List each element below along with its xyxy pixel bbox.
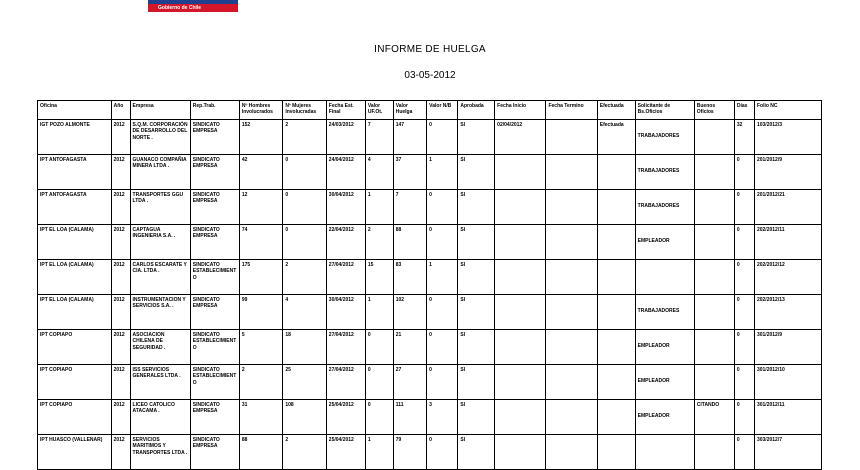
table-row (38, 120, 822, 155)
table-cell: IPT ANTOFAGASTA (38, 190, 112, 225)
table-cell (635, 365, 694, 400)
table-cell: 0 (365, 365, 393, 400)
table-cell: 0 (427, 365, 458, 400)
table-cell: 25/04/2012 (326, 400, 365, 435)
table-header-row (38, 101, 822, 120)
table-cell: 2 (283, 120, 326, 155)
table-cell: 2 (239, 365, 282, 400)
table-cell (495, 190, 546, 225)
solicitante-value: TRABAJADORES (637, 133, 680, 139)
table-cell: IPT COPIAPO (38, 400, 112, 435)
gobierno-logo (148, 0, 238, 12)
table-cell: INSTRUMENTACION Y SERVICIOS S.A. . (130, 295, 190, 330)
table-cell (495, 295, 546, 330)
table-cell: 2 (283, 260, 326, 295)
table-cell: 2012 (111, 330, 130, 365)
column-header: Oficina (38, 101, 112, 120)
table-cell: SINDICATO EMPRESA (190, 400, 239, 435)
table-cell: 7 (393, 190, 426, 225)
logo-text: Gobierno de Chile (158, 5, 202, 11)
table-row (38, 330, 822, 365)
table-cell: S.Q.M. CORPORACIÓN DE DESARROLLO DEL NORTE . (130, 120, 190, 155)
table-cell (635, 225, 694, 260)
table-cell (597, 400, 635, 435)
table-cell (597, 295, 635, 330)
table-cell: 2012 (111, 120, 130, 155)
table-cell: SINDICATO EMPRESA (190, 155, 239, 190)
solicitante-value: EMPLEADOR (637, 343, 670, 349)
table-cell: 5 (239, 330, 282, 365)
table-cell: SI (458, 435, 495, 470)
table-cell: 27/04/2012 (326, 330, 365, 365)
table-cell (694, 330, 734, 365)
report-date: 03-05-2012 (404, 70, 456, 81)
table-cell: IPT HUASCO (VALLENAR) (38, 435, 112, 470)
table-cell: IPT COPIAPO (38, 365, 112, 400)
table-cell: GUANACO COMPAÑIA MINERA LTDA . (130, 155, 190, 190)
table-cell: SI (458, 120, 495, 155)
table-cell: 303/2012/7 (754, 435, 821, 470)
table-cell: SI (458, 365, 495, 400)
table-cell: 0 (283, 225, 326, 260)
table-cell (495, 260, 546, 295)
table-cell: CAPTAGUA INGENIERIA S.A. . (130, 225, 190, 260)
table-cell (546, 365, 597, 400)
table-cell: 30/04/2012 (326, 190, 365, 225)
table-cell: 99 (239, 295, 282, 330)
table-cell (694, 155, 734, 190)
table-cell: 301/2012/9 (754, 330, 821, 365)
table-cell: SINDICATO ESTABLECIMIENTO (190, 260, 239, 295)
table-cell (635, 400, 694, 435)
table-cell: 4 (365, 155, 393, 190)
table-cell: 301/2012/10 (754, 365, 821, 400)
table-cell: 202/2012/11 (754, 225, 821, 260)
table-cell: 15 (365, 260, 393, 295)
table-cell: 1 (365, 295, 393, 330)
table-cell: 79 (393, 435, 426, 470)
table-cell: 108 (283, 400, 326, 435)
table-cell: 301/2012/11 (754, 400, 821, 435)
table-cell: 147 (393, 120, 426, 155)
table-cell: SI (458, 330, 495, 365)
table-row (38, 190, 822, 225)
report-title: INFORME DE HUELGA (374, 44, 486, 55)
table-cell (635, 330, 694, 365)
table-cell: 0 (427, 225, 458, 260)
table-cell (546, 400, 597, 435)
table-cell: 2012 (111, 190, 130, 225)
table-cell (635, 155, 694, 190)
table-cell: SINDICATO EMPRESA (190, 295, 239, 330)
table-cell: 0 (734, 295, 754, 330)
solicitante-value: EMPLEADOR (637, 378, 670, 384)
table-cell (546, 330, 597, 365)
table-cell: 0 (427, 330, 458, 365)
table-cell: LICEO CATOLICO ATACAMA . (130, 400, 190, 435)
table-cell: SINDICATO ESTABLECIMIENTO (190, 330, 239, 365)
table-cell (597, 155, 635, 190)
table-cell: 1 (427, 260, 458, 295)
column-header: Solicitante de Bs.Oficios (635, 101, 694, 120)
table-cell: 103/2012/3 (754, 120, 821, 155)
table-cell: SERVICIOS MARITIMOS Y TRANSPORTES LTDA . (130, 435, 190, 470)
table-cell: IPT ANTOFAGASTA (38, 155, 112, 190)
table-cell (597, 330, 635, 365)
solicitante-value: TRABAJADORES (637, 308, 680, 314)
table-cell (694, 190, 734, 225)
solicitante-value: TRABAJADORES (637, 168, 680, 174)
table-cell (635, 435, 694, 470)
table-cell: 27 (393, 365, 426, 400)
table-cell: 25/04/2012 (326, 435, 365, 470)
table-cell: 0 (427, 295, 458, 330)
table-cell (495, 330, 546, 365)
table-row (38, 260, 822, 295)
column-header: Folio NC (754, 101, 821, 120)
table-cell (635, 120, 694, 155)
table-cell: 0 (427, 120, 458, 155)
table-cell (495, 155, 546, 190)
table-row (38, 155, 822, 190)
table-cell (694, 365, 734, 400)
table-cell (597, 435, 635, 470)
table-cell: 0 (427, 435, 458, 470)
table-cell: ISS SERVICIOS GENERALES LTDA . (130, 365, 190, 400)
table-cell: 0 (734, 225, 754, 260)
table-cell (597, 260, 635, 295)
table-cell: 201/2012/9 (754, 155, 821, 190)
table-cell: 2012 (111, 435, 130, 470)
table-cell: SINDICATO EMPRESA (190, 120, 239, 155)
column-header: Fecha Inicio (495, 101, 546, 120)
column-header: Fecha Termino (546, 101, 597, 120)
table-cell (694, 120, 734, 155)
table-cell (635, 295, 694, 330)
table-cell: Efectuada (597, 120, 635, 155)
table-cell: SI (458, 190, 495, 225)
table-cell: 83 (393, 260, 426, 295)
column-header: Empresa (130, 101, 190, 120)
table-cell: CITANDO (694, 400, 734, 435)
table-cell (694, 295, 734, 330)
table-cell (495, 365, 546, 400)
table-cell: SI (458, 155, 495, 190)
table-cell: IPT EL LOA (CALAMA) (38, 225, 112, 260)
table-cell: 0 (734, 260, 754, 295)
table-cell: 4 (283, 295, 326, 330)
table-cell: 2012 (111, 260, 130, 295)
table-cell: 175 (239, 260, 282, 295)
table-cell (694, 435, 734, 470)
table-cell: 27/04/2012 (326, 260, 365, 295)
table-cell: IGT POZO ALMONTE (38, 120, 112, 155)
table-cell: 18 (283, 330, 326, 365)
table-cell (597, 190, 635, 225)
table-cell: 32 (734, 120, 754, 155)
table-cell: IPT COPIAPO (38, 330, 112, 365)
table-cell: SINDICATO ESTABLECIMIENTO (190, 365, 239, 400)
table-cell: 102 (393, 295, 426, 330)
table-cell: 0 (283, 155, 326, 190)
column-header: Días (734, 101, 754, 120)
table-cell (635, 260, 694, 295)
table-cell: 111 (393, 400, 426, 435)
table-cell: IPT EL LOA (CALAMA) (38, 295, 112, 330)
table-cell: 37 (393, 155, 426, 190)
column-header: Nº Mujeres Involucradas (283, 101, 326, 120)
table-cell: 202/2012/13 (754, 295, 821, 330)
table-cell: 25 (283, 365, 326, 400)
table-cell: 21 (393, 330, 426, 365)
table-cell (546, 225, 597, 260)
table-cell (597, 225, 635, 260)
table-cell: 88 (239, 435, 282, 470)
table-cell: 0 (734, 330, 754, 365)
table-cell (546, 260, 597, 295)
table-cell: SINDICATO EMPRESA (190, 190, 239, 225)
solicitante-value: TRABAJADORES (637, 203, 680, 209)
column-header: Rep.Trab. (190, 101, 239, 120)
table-cell: 02/04/2012 (495, 120, 546, 155)
table-cell: 24/04/2012 (326, 155, 365, 190)
table-cell: 0 (427, 190, 458, 225)
table-cell: ASOCIACION CHILENA DE SEGURIDAD . (130, 330, 190, 365)
column-header: Aprobada (458, 101, 495, 120)
table-cell: 24/03/2012 (326, 120, 365, 155)
table-cell: 0 (365, 330, 393, 365)
table-cell: 1 (365, 190, 393, 225)
column-header: Valor Huelga (393, 101, 426, 120)
solicitante-value: EMPLEADOR (637, 413, 670, 419)
solicitante-value (638, 262, 692, 273)
table-cell: 201/2012/21 (754, 190, 821, 225)
table-cell: 7 (365, 120, 393, 155)
table-cell: IPT EL LOA (CALAMA) (38, 260, 112, 295)
table-cell: 0 (734, 435, 754, 470)
table-cell: 1 (427, 155, 458, 190)
table-cell: 2012 (111, 295, 130, 330)
table-cell: 3 (427, 400, 458, 435)
table-cell (694, 260, 734, 295)
table-cell (495, 225, 546, 260)
column-header: Fecha Est. Final (326, 101, 365, 120)
table-cell: 27/04/2012 (326, 365, 365, 400)
column-header: Valor UF.Ot. (365, 101, 393, 120)
table-cell (546, 295, 597, 330)
table-row (38, 365, 822, 400)
table-cell: 2 (365, 225, 393, 260)
table-cell: 1 (365, 435, 393, 470)
table-cell: 202/2012/12 (754, 260, 821, 295)
table-cell: SINDICATO EMPRESA (190, 435, 239, 470)
table-cell (694, 225, 734, 260)
table-row (38, 435, 822, 470)
table-cell: SI (458, 400, 495, 435)
table-cell: 0 (734, 190, 754, 225)
table-cell: 0 (734, 400, 754, 435)
column-header: Año (111, 101, 130, 120)
table-cell: 2012 (111, 365, 130, 400)
table-cell: 31 (239, 400, 282, 435)
table-cell: 22/04/2012 (326, 225, 365, 260)
table-cell: 2012 (111, 155, 130, 190)
table-cell: 2 (283, 435, 326, 470)
table-cell: 0 (283, 190, 326, 225)
table-cell: 152 (239, 120, 282, 155)
strike-report-table (37, 100, 822, 470)
column-header: Efectuada (597, 101, 635, 120)
table-row (38, 295, 822, 330)
table-cell: 12 (239, 190, 282, 225)
table-cell: 0 (365, 400, 393, 435)
table-cell: 30/04/2012 (326, 295, 365, 330)
table-cell: 0 (734, 365, 754, 400)
table-cell: CARLOS ESCARATE Y CIA. LTDA . (130, 260, 190, 295)
table-cell (635, 190, 694, 225)
table-cell: SINDICATO EMPRESA (190, 225, 239, 260)
table-row (38, 400, 822, 435)
table-cell: SI (458, 260, 495, 295)
table-cell (546, 155, 597, 190)
column-header: Buenos Oficios (694, 101, 734, 120)
table-cell (546, 435, 597, 470)
table-row (38, 225, 822, 260)
table-cell (495, 435, 546, 470)
column-header: Valor N/B (427, 101, 458, 120)
table-cell: 42 (239, 155, 282, 190)
table-cell (495, 400, 546, 435)
table-cell (597, 365, 635, 400)
table-cell: SI (458, 295, 495, 330)
table-cell (546, 190, 597, 225)
table-cell: 88 (393, 225, 426, 260)
table-cell: 2012 (111, 400, 130, 435)
solicitante-value (638, 437, 692, 448)
table-cell: 0 (734, 155, 754, 190)
table-cell (546, 120, 597, 155)
column-header: Nº Hombres Involucrados (239, 101, 282, 120)
table-cell: SI (458, 225, 495, 260)
solicitante-value: EMPLEADOR (637, 238, 670, 244)
table-cell: 2012 (111, 225, 130, 260)
table-cell: 74 (239, 225, 282, 260)
table-cell: TRANSPORTES GGU LTDA . (130, 190, 190, 225)
